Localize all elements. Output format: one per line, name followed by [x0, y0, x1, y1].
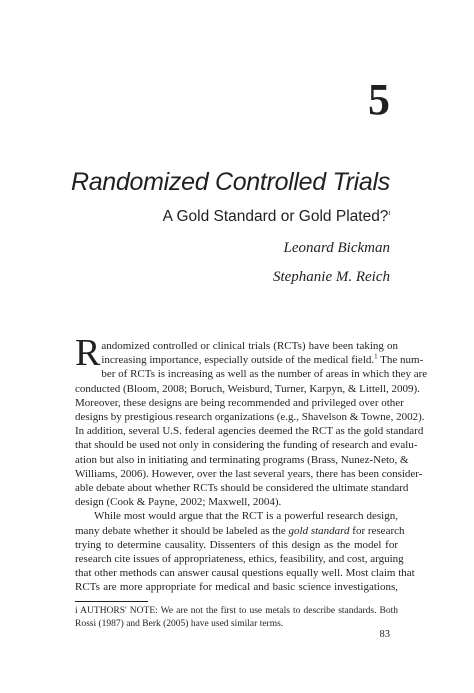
text-line: that should be used not only in considering the funding of research and evalu-	[75, 439, 418, 452]
text-line: conducted (Bloom, 2008; Boruch, Weisburd, Turner, Karpyn, & Littell, 2009).	[75, 382, 420, 395]
text-run: increasing importance, especially outside of the medical field.	[101, 354, 375, 367]
author-name: Leonard Bickman	[283, 240, 390, 256]
emphasis-text: gold standard	[288, 524, 350, 537]
text-line: andomized controlled or clinical trials (RCTs) have been taking on	[101, 340, 398, 352]
text-line: ber of RCTs is increasing as well as the number of areas in which they are	[101, 368, 428, 381]
footnote	[75, 605, 398, 630]
footnote-marker: 1	[374, 352, 378, 361]
text-line: Williams, 2006). However, over the last several years, there has been consider-	[75, 467, 423, 480]
text-line: trying to determine causality. Dissenters of this design as the model for	[75, 538, 398, 551]
paragraph	[75, 509, 415, 594]
author-name: Stephanie M. Reich	[272, 269, 390, 285]
text-line: design (Cook & Payne, 2002; Maxwell, 2004).	[75, 496, 282, 509]
text-line	[75, 524, 405, 538]
text-line: RCTs are more appropriate for medical and basic science investigations,	[75, 581, 398, 594]
footnote-divider	[75, 601, 148, 602]
subtitle-note-marker: i	[388, 209, 390, 217]
page-number: 83	[379, 629, 390, 640]
footnote-line: i AUTHORS' NOTE: We are not the first to use metals to describe standards. Both	[75, 606, 398, 616]
footnote-line: Rossi (1987) and Berk (2005) have used similar terms.	[75, 618, 284, 629]
text-run: The num-	[377, 354, 424, 367]
body-text	[75, 332, 428, 595]
text-line: able debate about whether RCTs should be considered the ultimate standard	[75, 482, 409, 495]
text-line: ation but also in initiating and terminating programs (Brass, Nunez-Neto, &	[75, 453, 409, 466]
text-line	[75, 352, 424, 367]
text-line: that other methods can answer causal questions equally well. Most claim that	[75, 567, 415, 580]
chapter-title: Randomized Controlled Trials	[70, 168, 390, 196]
text-line: research cite issues of appropriateness, ethics, feasibility, and cost, arguing	[75, 553, 404, 566]
drop-cap: R	[75, 332, 101, 374]
subtitle-text: A Gold Standard or Gold Plated?	[162, 208, 389, 225]
text-line: designs by prestigious research organizations (e.g., Shavelson & Towne, 2002).	[75, 411, 425, 424]
chapter-subtitle	[163, 209, 390, 225]
text-line: While most would argue that the RCT is a powerful research design,	[94, 510, 398, 523]
chapter-number: 5	[368, 75, 390, 124]
text-run: many debate whether it should be labeled as the	[75, 524, 289, 537]
text-run: for research	[349, 524, 405, 537]
text-line: Moreover, these designs are being recommended and privileged over other	[75, 396, 404, 409]
paragraph	[75, 332, 428, 509]
text-line: In addition, several U.S. federal agencies deemed the RCT as the gold standard	[75, 425, 424, 438]
